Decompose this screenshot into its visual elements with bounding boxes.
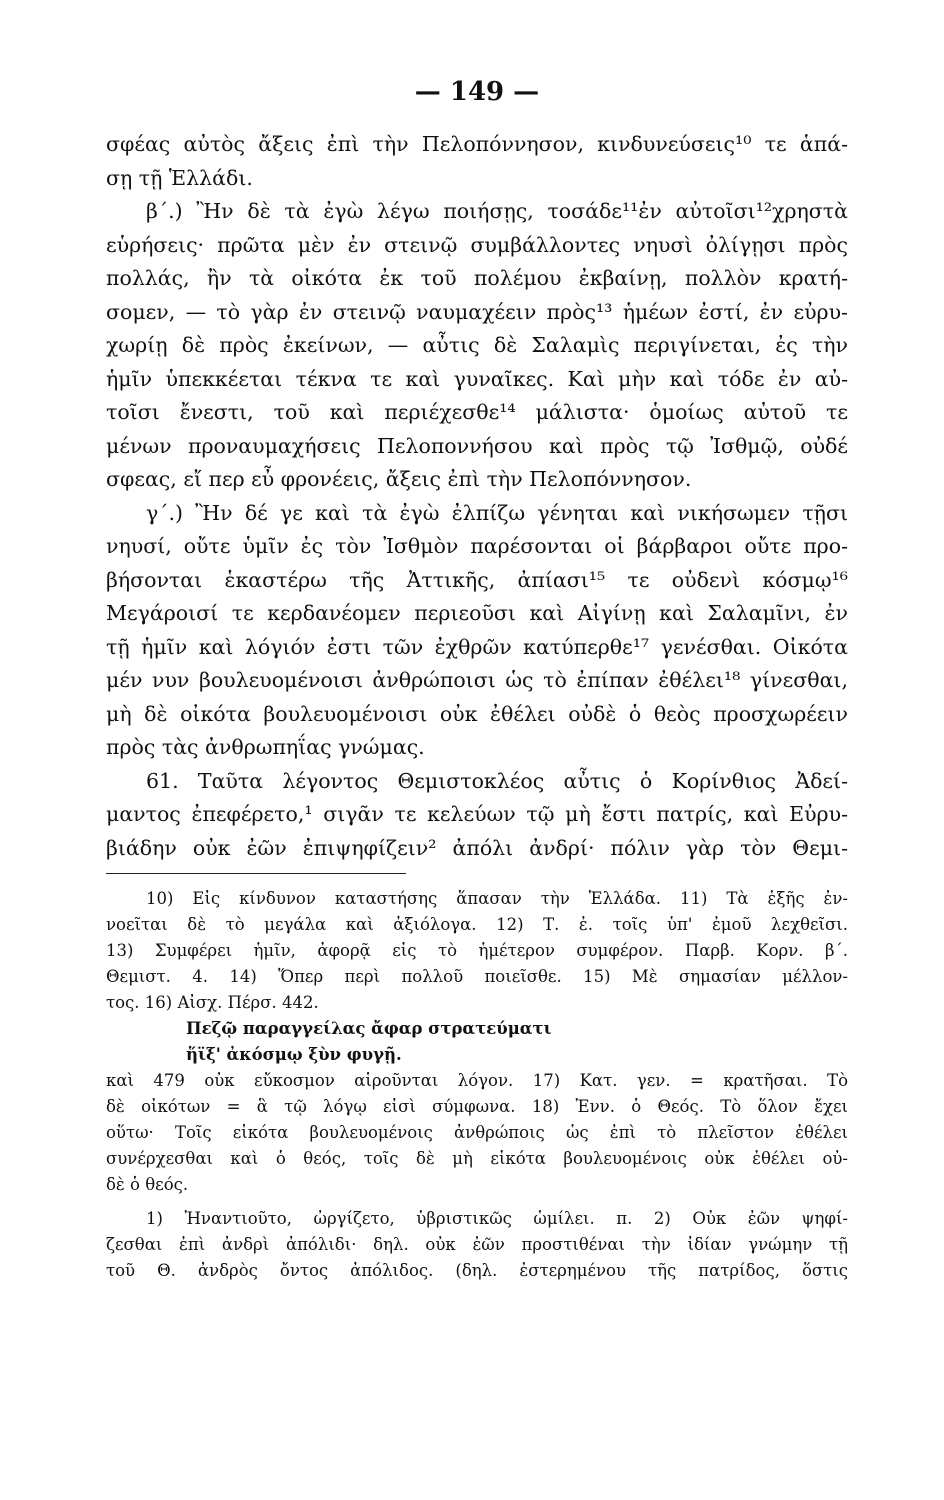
main-line: σῃ τῇ Ἑλλάδι. [106, 165, 253, 190]
main-line: σφεας, εἴ περ εὖ φρονέεις, ἄξεις ἐπὶ τὴν Πελοπόννησον. [106, 467, 692, 491]
footnote-line: οὕτω· Τοῖς εἰκότα βουλευομένοις ἀνθρώποις ὡς ἐπὶ τὸ πλεῖστον ἐθέλει [106, 1123, 848, 1142]
main-line: σφέας αὐτὸς ἄξεις ἐπὶ τὴν Πελοπόννησον, κινδυνεύσεις¹⁰ τε ἁπά- [106, 132, 848, 156]
footnote-line: 10) Εἰς κίνδυνον καταστήσης ἅπασαν τὴν Ἑλλάδα. 11) Τὰ ἑξῆς ἐν- [146, 889, 848, 908]
main-line: βιάδην οὐκ ἐῶν ἐπιψηφίζειν² ἀπόλι ἀνδρί· πόλιν γὰρ τὸν Θεμι- [106, 835, 848, 860]
main-line: χωρίῃ δὲ πρὸς ἐκείνων, — αὖτις δὲ Σαλαμὶς περιγίνεται, ἐς τὴν [106, 333, 848, 357]
main-line: πολλάς, ἢν τὰ οἰκότα ἐκ τοῦ πολέμου ἐκβαίνῃ, πολλὸν κρατή- [106, 266, 848, 290]
main-line: 61. Ταῦτα λέγοντος Θεμιστοκλέος αὖτις ὁ Κορίνθιος Ἀδεί- [146, 768, 848, 793]
footnote-line: τος. 16) Αἰσχ. Πέρσ. 442. [106, 993, 319, 1012]
main-line: β΄.) Ἢν δὲ τὰ ἐγὼ λέγω ποιήσῃς, τοσάδε¹¹ἐν αὐτοῖσι¹²χρηστὰ [146, 199, 848, 223]
footnote-line: νοεῖται δὲ τὸ μεγάλα καὶ ἀξιόλογα. 12) Τ. ἐ. τοῖς ὑπ' ἐμοῦ λεχθεῖσι. [106, 915, 848, 934]
footnote-line: 1) Ἠναντιοῦτο, ὠργίζετο, ὑβριστικῶς ὡμίλει. π. 2) Οὐκ ἐῶν ψηφί- [146, 1209, 848, 1228]
footnote-line: 13) Συμφέρει ἡμῖν, ἀφορᾷ εἰς τὸ ἡμέτερον συμφέρον. Παρβ. Κορν. β΄. [106, 941, 848, 960]
main-line: τῇ ἡμῖν καὶ λόγιόν ἐστι τῶν ἐχθρῶν κατύπερθε¹⁷ γενέσθαι. Οἰκότα [106, 634, 848, 659]
main-text [106, 128, 848, 865]
main-line: μαντος ἐπεφέρετο,¹ σιγᾶν τε κελεύων τῷ μὴ ἔστι πατρίς, καὶ Εὐρυ- [106, 802, 848, 826]
main-line: μὴ δὲ οἰκότα βουλευομένοισι οὐκ ἐθέλει οὐδὲ ὁ θεὸς προσχωρέειν [106, 701, 848, 726]
footnote-line: δὲ οἰκότων = ἃ τῷ λόγῳ εἰσὶ σύμφωνα. 18) Ἐνν. ὁ Θεός. Τὸ ὅλον ἔχει [106, 1097, 848, 1116]
footnote-line: τοῦ Θ. ἀνδρὸς ὄντος ἀπόλιδος. (δηλ. ἐστερημένου τῆς πατρίδος, ὅστις [106, 1261, 848, 1280]
main-line: σομεν, — τὸ γὰρ ἐν στεινῷ ναυμαχέειν πρὸς¹³ ἡμέων ἐστί, ἐν εὐρυ- [106, 299, 848, 324]
footnote-quote-line: Πεζῷ παραγγείλας ἄφαρ στρατεύματι [186, 1019, 552, 1038]
main-line: βήσονται ἑκαστέρω τῆς Ἀττικῆς, ἀπίασι¹⁵ τε οὐδενὶ κόσμῳ¹⁶ [106, 567, 848, 592]
footnote-line: συνέρχεσθαι καὶ ὁ θεός, τοῖς δὲ μὴ εἰκότα βουλευομένοις οὐκ ἐθέλει οὐ- [106, 1149, 848, 1168]
main-line: νηυσί, οὔτε ὑμῖν ἐς τὸν Ἰσθμὸν παρέσονται οἱ βάρβαροι οὔτε προ- [106, 534, 848, 558]
footnote-divider [106, 873, 406, 874]
main-line: πρὸς τὰς ἀνθρωπηΐας γνώμας. [106, 735, 425, 759]
main-line: μένων προναυμαχήσεις Πελοποννήσου καὶ πρὸς τῷ Ἰσθμῷ, οὐδέ [106, 433, 848, 458]
main-line: μέν νυν βουλευομένοισι ἀνθρώποισι ὡς τὸ ἐπίπαν ἐθέλει¹⁸ γίνεσθαι, [106, 668, 848, 692]
footnote-line: ζεσθαι ἐπὶ ἀνδρὶ ἀπόλιδι· δηλ. οὐκ ἐῶν προστιθέναι τὴν ἰδίαν γνώμην τῇ [106, 1235, 848, 1254]
footnote-line: Θεμιστ. 4. 14) Ὅπερ περὶ πολλοῦ ποιεῖσθε. 15) Μὲ σημασίαν μέλλον- [106, 967, 848, 986]
footnotes [106, 886, 848, 1284]
main-line: γ΄.) Ἢν δέ γε καὶ τὰ ἐγὼ ἐλπίζω γένηται καὶ νικήσωμεν τῇσι [146, 500, 848, 525]
main-line: ἡμῖν ὑπεκκέεται τέκνα τε καὶ γυναῖκες. Καὶ μὴν καὶ τόδε ἐν αὐ- [106, 366, 848, 391]
footnote-line: καὶ 479 οὐκ εὔκοσμον αἱροῦνται λόγον. 17) Κατ. γεν. = κρατῆσαι. Τὸ [106, 1071, 848, 1090]
footnote-line: δὲ ὁ θεός. [106, 1175, 189, 1194]
main-line: εὑρήσεις· πρῶτα μὲν ἐν στεινῷ συμβάλλοντες νηυσὶ ὀλίγῃσι πρὸς [106, 232, 848, 257]
main-line: τοῖσι ἔνεστι, τοῦ καὶ περιέχεσθε¹⁴ μάλιστα· ὁμοίως αὐτοῦ τε [106, 400, 848, 424]
footnote-quote-line: ἥϊξ' ἀκόσμῳ ξὺν φυγῇ. [186, 1045, 402, 1064]
main-line: Μεγάροισί τε κερδανέομεν περιεοῦσι καὶ Αἰγίνῃ καὶ Σαλαμῖνι, ἐν [106, 601, 848, 625]
page-number: — 149 — [414, 77, 540, 107]
